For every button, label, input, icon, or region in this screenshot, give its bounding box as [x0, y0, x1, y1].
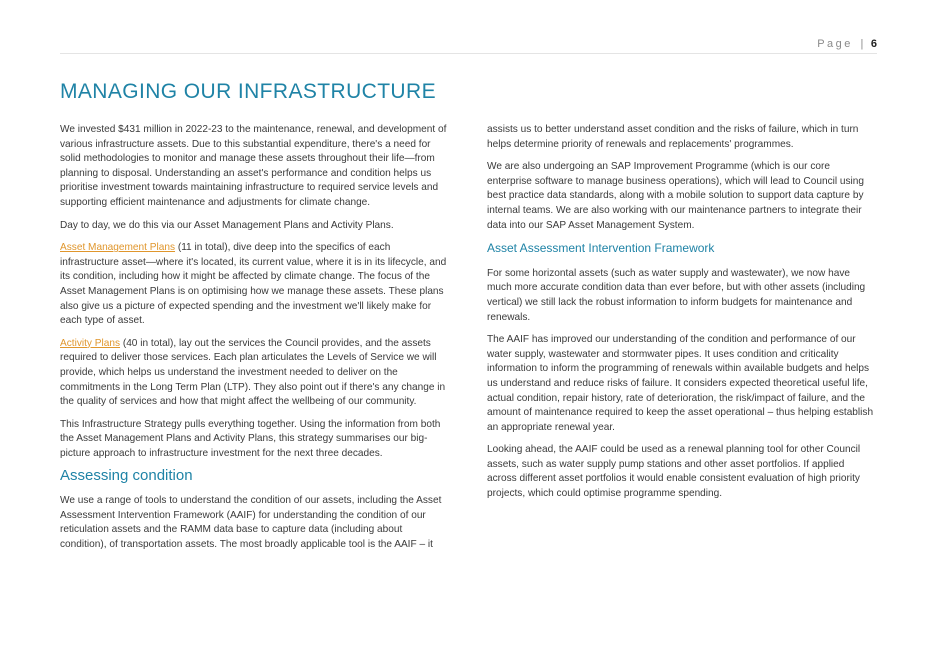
activity-plans-paragraph	[60, 337, 448, 410]
left-column	[60, 123, 448, 560]
page-label: Page	[817, 38, 853, 50]
page-separator: |	[860, 38, 864, 50]
right-column	[487, 123, 875, 510]
page-header	[817, 38, 877, 50]
activity-plans-link[interactable]: Activity Plans	[60, 337, 121, 349]
sap-paragraph: We are also undergoing an SAP Improvement Programme (which is our core enterprise software to manage business operations), which will lead to Council using best practice data standards, along with a mobile solution to support data capture by internal teams. We are also working with our maintenance partners to integrate their data into our SAP Asset Management System.	[487, 161, 865, 231]
asset-plans-paragraph	[60, 241, 448, 329]
asset-plans-text: (11 in total), dive deep into the specifics of each infrastructure asset—where it's located, its current value, where it is in its lifecycle, and its condition, including how it might be affected by climate change. The focus of the Asset Management Plans is on optimising how we manage these assets. These plans also give us a picture of expected spending and the investment we'll likely make for each type of asset.	[60, 242, 447, 327]
strategy-paragraph: This Infrastructure Strategy pulls everything together. Using the information from both the Asset Management Plans and Activity Plans, this strategy summarises our big-picture approach to infrastructure investment for the next three decades.	[60, 418, 441, 459]
asset-management-plans-link[interactable]: Asset Management Plans	[60, 242, 176, 254]
aaif-improvement-paragraph: The AAIF has improved our understanding of the condition and performance of our water supply, wastewater and stormwater pipes. It uses condition and criticality information to inform the programming of renewals within available budgets and helps us understand and reduce risks of failure. It considers expected theoretical useful life, actual condition, repair history, rate of deterioration, the risk/impact of failure, and the amount of maintenance required to keep the asset operational – thus helping establish an appropriate renewal year.	[487, 334, 874, 433]
intro-paragraph: We invested $431 million in 2022-23 to the maintenance, renewal, and development of various infrastructure assets. Due to this substantial expenditure, there's a need for solid methodologies to monitor and manage these assets throughout their life—from planning to disposal. Understanding an asset's performance and condition helps us prioritise investment towards maintaining infrastructure to required service levels and supporting efficient maintenance and adjustments for climate change.	[60, 124, 447, 208]
page-number: 6	[870, 38, 877, 50]
day-to-day-paragraph: Day to day, we do this via our Asset Management Plans and Activity Plans.	[60, 219, 394, 231]
header-divider	[60, 53, 877, 54]
page-title: MANAGING OUR INFRASTRUCTURE	[60, 80, 436, 103]
section-heading-assessing-condition: Assessing condition	[60, 467, 193, 485]
aaif-continued-paragraph: assists us to better understand asset condition and the risks of failure, which in turn helps determine priority of renewals and replacements' programmes.	[487, 124, 859, 150]
subheading-aaif: Asset Assessment Intervention Framework	[487, 241, 715, 256]
looking-ahead-paragraph: Looking ahead, the AAIF could be used as a renewal planning tool for other Council assets, such as water supply pump stations and other asset portfolios. If applied across different asset portfolios it would enable consistent evaluation of high priority projects, which could optimise programme spending.	[487, 444, 861, 500]
horizontal-assets-paragraph: For some horizontal assets (such as water supply and wastewater), we now have much more accurate condition data than ever before, but with other assets (including vertical) we still lack the robust information to inform budgets for maintenance and renewals.	[487, 267, 866, 323]
activity-plans-text: (40 in total), lay out the services the Council provides, and the assets required to deliver those services. Each plan articulates the Levels of Service we will provide, which helps us understand the investment needed to deliver on the commitments in the Long Term Plan (LTP). They also point out if there's any change in the quality of services and how that might affect the wellbeing of our community.	[60, 337, 446, 408]
tools-paragraph: We use a range of tools to understand the condition of our assets, including the Asset Assessment Intervention Framework (AAIF) for understanding the condition of our reticulation assets and the RAMM data base to capture data (including about condition), of transportation assets. The most broadly applicable tool is the AAIF – it	[60, 495, 442, 550]
